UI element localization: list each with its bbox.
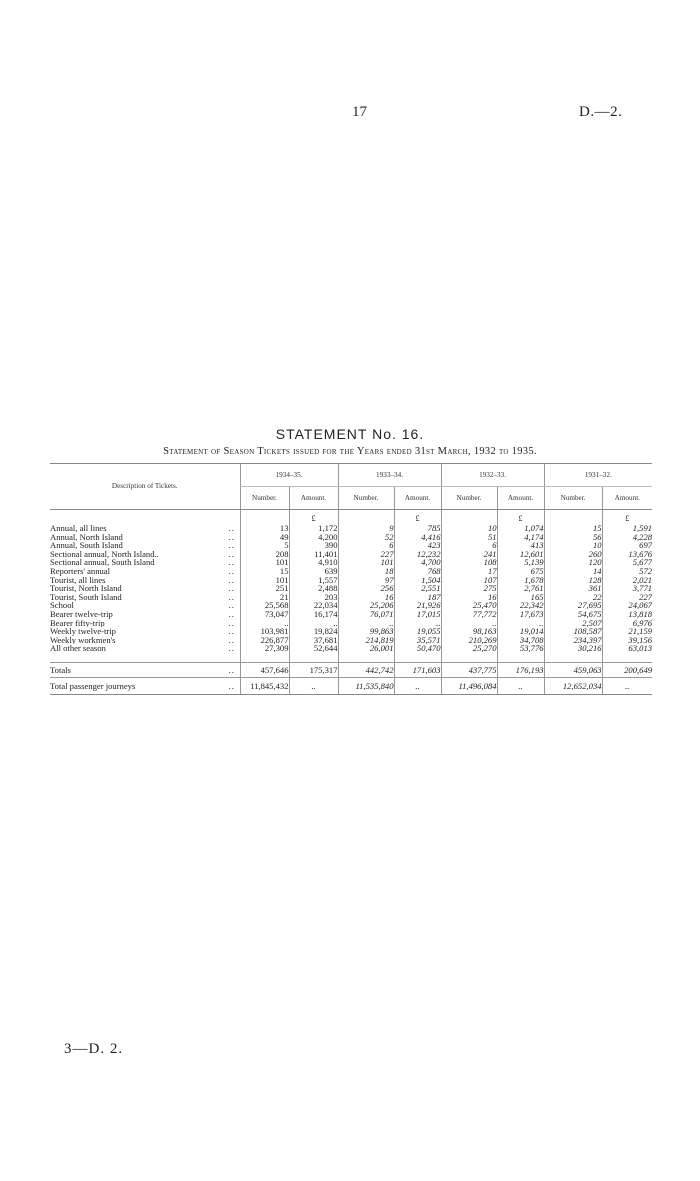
number-cell: 234,397	[544, 636, 602, 645]
currency-symbol: £	[289, 510, 338, 525]
row-label: Tourist, North Island	[50, 584, 122, 593]
number-cell: 14	[544, 567, 602, 576]
currency-symbol: £	[394, 510, 441, 525]
leader-dots: ..	[228, 592, 235, 602]
number-cell: 361	[544, 584, 602, 593]
number-cell: 5	[240, 541, 289, 550]
amount-cell: ..	[497, 619, 544, 628]
number-cell: 107	[441, 576, 497, 585]
amount-cell: 24,067	[602, 601, 652, 610]
leader-dots: ..	[224, 677, 240, 694]
row-label: Annual, all lines	[50, 524, 107, 533]
amount-cell: 1,504	[394, 576, 441, 585]
amount-cell: 21,926	[394, 601, 441, 610]
number-cell: 16	[338, 593, 394, 602]
year-header: 1933–34.	[338, 464, 441, 487]
number-cell: 101	[240, 558, 289, 567]
number-cell: 256	[338, 584, 394, 593]
number-cell: 275	[441, 584, 497, 593]
row-label: Reporters' annual	[50, 566, 111, 576]
table-row	[50, 584, 652, 593]
number-cell: ..	[441, 619, 497, 628]
amount-cell: 413	[497, 541, 544, 550]
number-cell: 27,309	[240, 644, 289, 653]
number-cell: 459,063	[544, 662, 602, 677]
row-label: Tourist, all lines	[50, 575, 106, 585]
number-cell: 6	[441, 541, 497, 550]
number-cell: ..	[338, 619, 394, 628]
document-reference: D.—2.	[579, 104, 623, 120]
amount-cell: 2,488	[289, 584, 338, 593]
leader-dots: ..	[228, 566, 235, 576]
row-label: Tourist, South Island	[50, 592, 122, 602]
number-header: Number.	[544, 487, 602, 510]
currency-symbol: £	[602, 510, 652, 525]
number-cell: 25,270	[441, 644, 497, 653]
amount-cell: 675	[497, 567, 544, 576]
table-row	[50, 541, 652, 550]
row-label: Bearer twelve-trip	[50, 609, 113, 619]
table-row	[50, 533, 652, 542]
number-cell: 442,742	[338, 662, 394, 677]
amount-cell: 16,174	[289, 610, 338, 619]
number-cell: 56	[544, 533, 602, 542]
amount-cell: 5,139	[497, 558, 544, 567]
amount-cell: 13,676	[602, 550, 652, 559]
amount-cell: 52,644	[289, 644, 338, 653]
number-cell: 10	[544, 541, 602, 550]
amount-cell: 2,021	[602, 576, 652, 585]
spacer-row	[50, 653, 652, 663]
table-row	[50, 601, 652, 610]
leader-dots: ..	[228, 549, 235, 559]
number-header: Number.	[441, 487, 497, 510]
leader-dots: ..	[228, 635, 235, 645]
table-row	[50, 593, 652, 602]
row-label: Weekly twelve-trip	[50, 627, 116, 636]
number-cell: 16	[441, 593, 497, 602]
number-cell: 54,675	[544, 610, 602, 619]
year-header: 1932–33.	[441, 464, 544, 487]
amount-cell: 572	[602, 567, 652, 576]
leader-dots: ..	[228, 644, 235, 653]
table-row	[50, 550, 652, 559]
number-cell: 49	[240, 533, 289, 542]
number-cell: 15	[240, 567, 289, 576]
row-label: Bearer fifty-trip	[50, 618, 105, 628]
number-cell: 6	[338, 541, 394, 550]
number-cell: 241	[441, 550, 497, 559]
number-cell: 11,535,840	[338, 677, 394, 694]
amount-cell: 187	[394, 593, 441, 602]
number-cell: 25,206	[338, 601, 394, 610]
amount-cell: 19,824	[289, 627, 338, 636]
amount-cell: 21,159	[602, 627, 652, 636]
amount-cell: 1,172	[289, 524, 338, 533]
amount-cell: 165	[497, 593, 544, 602]
statement-title: STATEMENT No. 16.	[275, 426, 425, 442]
number-cell: ..	[240, 619, 289, 628]
amount-cell: 19,014	[497, 627, 544, 636]
number-cell: 52	[338, 533, 394, 542]
amount-cell: 39,156	[602, 636, 652, 645]
number-cell: 260	[544, 550, 602, 559]
table-row	[50, 627, 652, 636]
table-row	[50, 610, 652, 619]
number-cell: 77,772	[441, 610, 497, 619]
amount-cell: 11,401	[289, 550, 338, 559]
table-row	[50, 576, 652, 585]
totals-row	[50, 662, 652, 677]
number-cell: 98,163	[441, 627, 497, 636]
amount-cell: 697	[602, 541, 652, 550]
amount-cell: 34,708	[497, 636, 544, 645]
number-cell: 17	[441, 567, 497, 576]
amount-cell: 12,601	[497, 550, 544, 559]
amount-cell: 1,074	[497, 524, 544, 533]
journeys-row	[50, 677, 652, 694]
amount-cell: 175,317	[289, 662, 338, 677]
leader-dots: ..	[228, 541, 235, 550]
row-label: Sectional annual, North Island..	[50, 549, 159, 559]
leader-dots: ..	[228, 524, 235, 533]
amount-cell: 1,557	[289, 576, 338, 585]
number-cell: 208	[240, 550, 289, 559]
amount-cell: 19,055	[394, 627, 441, 636]
number-cell: 51	[441, 533, 497, 542]
amount-header: Amount.	[289, 487, 338, 510]
amount-cell: 390	[289, 541, 338, 550]
number-cell: 25,470	[441, 601, 497, 610]
number-cell: 210,269	[441, 636, 497, 645]
number-cell: 101	[240, 576, 289, 585]
amount-cell: 12,232	[394, 550, 441, 559]
amount-cell: 1,591	[602, 524, 652, 533]
number-cell: 21	[240, 593, 289, 602]
amount-cell: 768	[394, 567, 441, 576]
amount-cell: 176,193	[497, 662, 544, 677]
number-cell: 99,863	[338, 627, 394, 636]
amount-cell: 22,034	[289, 601, 338, 610]
leader-dots: ..	[228, 532, 235, 542]
amount-cell: 4,910	[289, 558, 338, 567]
row-label: Annual, North Island	[50, 532, 123, 542]
number-cell: 18	[338, 567, 394, 576]
number-cell: 26,001	[338, 644, 394, 653]
leader-dots: ..	[228, 558, 235, 567]
number-cell: 22	[544, 593, 602, 602]
statement-subtitle: Statement of Season Tickets issued for the Years ended 31st March, 1932 to 1935.	[163, 446, 537, 457]
row-label: Annual, South Island	[50, 541, 123, 550]
number-cell: 227	[338, 550, 394, 559]
number-cell: 11,496,084	[441, 677, 497, 694]
number-header: Number.	[338, 487, 394, 510]
amount-cell: 22,342	[497, 601, 544, 610]
row-label: Totals	[50, 662, 224, 677]
currency-symbol: £	[497, 510, 544, 525]
number-cell: 30,216	[544, 644, 602, 653]
number-cell: 76,071	[338, 610, 394, 619]
amount-header: Amount.	[497, 487, 544, 510]
leader-dots: ..	[228, 627, 235, 636]
number-cell: 101	[338, 558, 394, 567]
amount-cell: 17,015	[394, 610, 441, 619]
row-label: All other season	[50, 644, 106, 653]
amount-cell: 17,673	[497, 610, 544, 619]
number-cell: 128	[544, 576, 602, 585]
number-cell: 25,568	[240, 601, 289, 610]
table-row	[50, 567, 652, 576]
number-cell: 2,507	[544, 619, 602, 628]
number-cell: 437,775	[441, 662, 497, 677]
currency-row	[50, 510, 652, 525]
table-row	[50, 636, 652, 645]
amount-cell: 4,416	[394, 533, 441, 542]
number-cell: 226,877	[240, 636, 289, 645]
header-row-years	[50, 464, 652, 487]
number-cell: 12,652,034	[544, 677, 602, 694]
amount-cell: 200,649	[602, 662, 652, 677]
amount-header: Amount.	[394, 487, 441, 510]
leader-dots: ..	[228, 601, 235, 610]
leader-dots: ..	[228, 575, 235, 585]
amount-cell: 37,681	[289, 636, 338, 645]
number-cell: 120	[544, 558, 602, 567]
amount-cell: 3,771	[602, 584, 652, 593]
row-label: School	[50, 601, 74, 610]
leader-dots: ..	[224, 662, 240, 677]
amount-cell: ..	[289, 677, 338, 694]
number-cell: 27,695	[544, 601, 602, 610]
amount-cell: 423	[394, 541, 441, 550]
row-label: Sectional annual, South Island	[50, 558, 155, 567]
number-cell: 97	[338, 576, 394, 585]
amount-cell: 53,776	[497, 644, 544, 653]
leader-dots: ..	[228, 584, 235, 593]
footer-reference: 3—D. 2.	[64, 1041, 124, 1057]
number-cell: 11,845,432	[240, 677, 289, 694]
amount-cell: ..	[394, 619, 441, 628]
amount-cell: 639	[289, 567, 338, 576]
season-tickets-table	[50, 463, 652, 695]
table-row	[50, 644, 652, 653]
number-cell: 73,047	[240, 610, 289, 619]
amount-cell: 13,818	[602, 610, 652, 619]
amount-cell: ..	[497, 677, 544, 694]
row-label: Total passenger journeys	[50, 677, 224, 694]
amount-cell: 785	[394, 524, 441, 533]
amount-cell: 6,976	[602, 619, 652, 628]
number-cell: 103,981	[240, 627, 289, 636]
number-cell: 108,587	[544, 627, 602, 636]
amount-cell: 4,228	[602, 533, 652, 542]
year-header: 1934–35.	[240, 464, 338, 487]
number-cell: 9	[338, 524, 394, 533]
amount-cell: ..	[394, 677, 441, 694]
amount-cell: 227	[602, 593, 652, 602]
number-cell: 10	[441, 524, 497, 533]
amount-cell: 4,200	[289, 533, 338, 542]
page-number: 17	[352, 104, 367, 120]
amount-header: Amount.	[602, 487, 652, 510]
number-cell: 214,819	[338, 636, 394, 645]
amount-cell: 203	[289, 593, 338, 602]
number-cell: 457,646	[240, 662, 289, 677]
number-cell: 15	[544, 524, 602, 533]
row-label: Weekly workmen's	[50, 635, 116, 645]
amount-cell: 2,551	[394, 584, 441, 593]
table-row	[50, 524, 652, 533]
amount-cell: ..	[289, 619, 338, 628]
number-cell: 13	[240, 524, 289, 533]
amount-cell: ..	[602, 677, 652, 694]
number-cell: 251	[240, 584, 289, 593]
amount-cell: 35,571	[394, 636, 441, 645]
amount-cell: 63,013	[602, 644, 652, 653]
amount-cell: 2,761	[497, 584, 544, 593]
table-row	[50, 619, 652, 628]
amount-cell: 4,174	[497, 533, 544, 542]
number-header: Number.	[240, 487, 289, 510]
leader-dots: ..	[228, 618, 235, 628]
leader-dots: ..	[228, 609, 235, 619]
amount-cell: 5,677	[602, 558, 652, 567]
description-header: Description of Tickets.	[50, 464, 240, 510]
amount-cell: 1,678	[497, 576, 544, 585]
table-row	[50, 558, 652, 567]
number-cell: 108	[441, 558, 497, 567]
amount-cell: 50,470	[394, 644, 441, 653]
year-header: 1931–32.	[544, 464, 652, 487]
amount-cell: 4,700	[394, 558, 441, 567]
amount-cell: 171,603	[394, 662, 441, 677]
